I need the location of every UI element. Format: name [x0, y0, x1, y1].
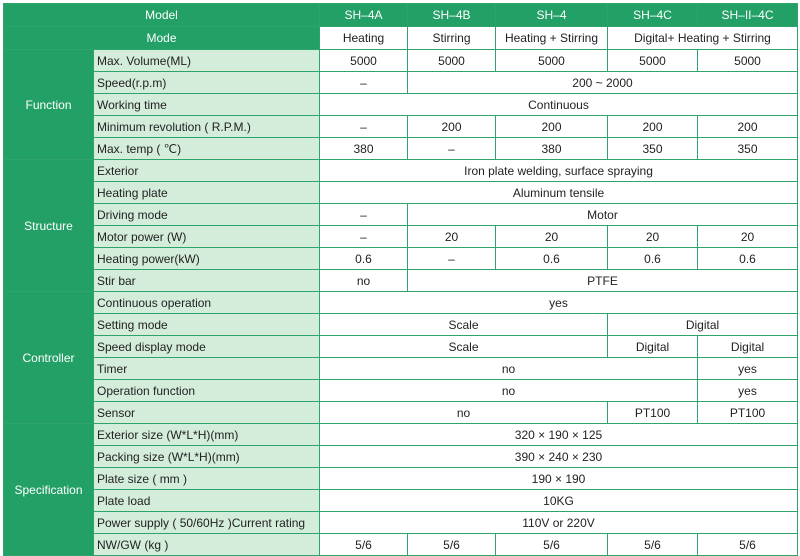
- row-label: Plate size ( mm ): [94, 468, 320, 490]
- group-specification: Specification: [4, 424, 94, 556]
- cell-value: 200: [698, 116, 798, 138]
- cell-value: 0.6: [698, 248, 798, 270]
- cell-value: Motor: [408, 204, 798, 226]
- table-row: [4, 94, 798, 116]
- table-row: [4, 424, 798, 446]
- cell-value: Scale: [320, 336, 608, 358]
- cell-value: Digital: [608, 336, 698, 358]
- cell-value: –: [408, 138, 496, 160]
- cell-value: 20: [608, 226, 698, 248]
- cell-value: PT100: [698, 402, 798, 424]
- row-label: Max. Volume(ML): [94, 50, 320, 72]
- row-label: Heating plate: [94, 182, 320, 204]
- cell-value: yes: [698, 358, 798, 380]
- cell-value: 5000: [408, 50, 496, 72]
- cell-value: 20: [496, 226, 608, 248]
- row-label: Power supply ( 50/60Hz )Current rating: [94, 512, 320, 534]
- cell-value: Digital: [698, 336, 798, 358]
- cell-value: 5/6: [496, 534, 608, 556]
- table-row: [4, 50, 798, 72]
- cell-value: –: [320, 204, 408, 226]
- row-label: Driving mode: [94, 204, 320, 226]
- cell-value: 20: [698, 226, 798, 248]
- cell-value: –: [320, 72, 408, 94]
- table-row: [4, 204, 798, 226]
- mode-row: [4, 27, 798, 50]
- cell-value: 20: [408, 226, 496, 248]
- mode-value: Heating + Stirring: [496, 27, 608, 50]
- cell-value: no: [320, 402, 608, 424]
- cell-value: 5000: [608, 50, 698, 72]
- row-label: Exterior: [94, 160, 320, 182]
- cell-value: –: [408, 248, 496, 270]
- table-row: [4, 72, 798, 94]
- model-sh-4c: SH–4C: [608, 4, 698, 27]
- cell-value: 5000: [320, 50, 408, 72]
- cell-value: Scale: [320, 314, 608, 336]
- cell-value: 380: [320, 138, 408, 160]
- cell-value: –: [320, 116, 408, 138]
- row-label: Operation function: [94, 380, 320, 402]
- header-row: [4, 4, 798, 27]
- cell-value: no: [320, 358, 698, 380]
- model-sh-4a: SH–4A: [320, 4, 408, 27]
- cell-value: 380: [496, 138, 608, 160]
- table-row: [4, 490, 798, 512]
- cell-value: 5/6: [608, 534, 698, 556]
- mode-label: Mode: [4, 27, 320, 50]
- group-function: Function: [4, 50, 94, 160]
- row-label: Minimum revolution ( R.P.M.): [94, 116, 320, 138]
- group-controller: Controller: [4, 292, 94, 424]
- row-label: Heating power(kW): [94, 248, 320, 270]
- row-label: Speed display mode: [94, 336, 320, 358]
- cell-value: 0.6: [496, 248, 608, 270]
- cell-value: 0.6: [608, 248, 698, 270]
- row-label: Plate load: [94, 490, 320, 512]
- cell-value: 390 × 240 × 230: [320, 446, 798, 468]
- cell-value: yes: [320, 292, 798, 314]
- row-label: Timer: [94, 358, 320, 380]
- table-row: [4, 314, 798, 336]
- cell-value: 5/6: [698, 534, 798, 556]
- model-sh-ii-4c: SH–II–4C: [698, 4, 798, 27]
- cell-value: 200: [496, 116, 608, 138]
- table-row: [4, 292, 798, 314]
- table-row: [4, 270, 798, 292]
- mode-value: Stirring: [408, 27, 496, 50]
- cell-value: yes: [698, 380, 798, 402]
- cell-value: 320 × 190 × 125: [320, 424, 798, 446]
- cell-value: Iron plate welding, surface spraying: [320, 160, 798, 182]
- row-label: Packing size (W*L*H)(mm): [94, 446, 320, 468]
- cell-value: 190 × 190: [320, 468, 798, 490]
- row-label: Continuous operation: [94, 292, 320, 314]
- cell-value: no: [320, 380, 698, 402]
- row-label: Setting mode: [94, 314, 320, 336]
- cell-value: 200 ~ 2000: [408, 72, 798, 94]
- table-row: [4, 336, 798, 358]
- cell-value: 350: [608, 138, 698, 160]
- row-label: Speed(r.p.m): [94, 72, 320, 94]
- model-sh-4: SH–4: [496, 4, 608, 27]
- table-row: [4, 160, 798, 182]
- group-structure: Structure: [4, 160, 94, 292]
- table-row: [4, 534, 798, 556]
- row-label: Motor power (W): [94, 226, 320, 248]
- cell-value: no: [320, 270, 408, 292]
- table-row: [4, 248, 798, 270]
- cell-value: 5/6: [408, 534, 496, 556]
- row-label: Stir bar: [94, 270, 320, 292]
- table-row: [4, 402, 798, 424]
- cell-value: 10KG: [320, 490, 798, 512]
- cell-value: –: [320, 226, 408, 248]
- cell-value: 200: [608, 116, 698, 138]
- row-label: Exterior size (W*L*H)(mm): [94, 424, 320, 446]
- table-row: [4, 226, 798, 248]
- cell-value: PT100: [608, 402, 698, 424]
- table-row: [4, 358, 798, 380]
- cell-value: 5000: [698, 50, 798, 72]
- cell-value: 0.6: [320, 248, 408, 270]
- row-label: NW/GW (kg ): [94, 534, 320, 556]
- mode-value: Heating: [320, 27, 408, 50]
- cell-value: 5000: [496, 50, 608, 72]
- model-sh-4b: SH–4B: [408, 4, 496, 27]
- cell-value: Continuous: [320, 94, 798, 116]
- table-row: [4, 182, 798, 204]
- cell-value: Digital: [608, 314, 798, 336]
- cell-value: 350: [698, 138, 798, 160]
- table-row: [4, 116, 798, 138]
- table-row: [4, 138, 798, 160]
- spec-table: [3, 3, 798, 556]
- row-label: Max. temp ( ℃): [94, 138, 320, 160]
- cell-value: 5/6: [320, 534, 408, 556]
- cell-value: 110V or 220V: [320, 512, 798, 534]
- row-label: Sensor: [94, 402, 320, 424]
- table-row: [4, 512, 798, 534]
- cell-value: Aluminum tensile: [320, 182, 798, 204]
- cell-value: 200: [408, 116, 496, 138]
- table-row: [4, 446, 798, 468]
- mode-value: Digital+ Heating + Stirring: [608, 27, 798, 50]
- cell-value: PTFE: [408, 270, 798, 292]
- table-row: [4, 380, 798, 402]
- model-header: Model: [4, 4, 320, 27]
- row-label: Working time: [94, 94, 320, 116]
- table-row: [4, 468, 798, 490]
